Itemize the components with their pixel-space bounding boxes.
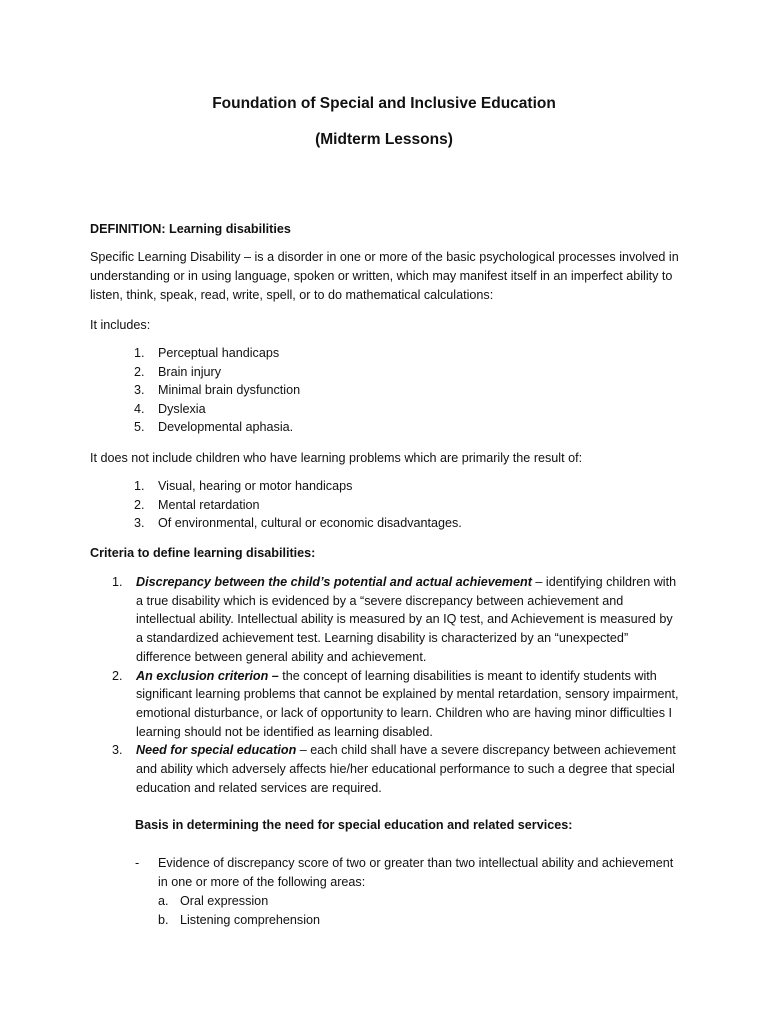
- dash-marker: -: [135, 856, 140, 870]
- basis-bullet: [135, 854, 685, 891]
- includes-label: It includes:: [90, 318, 151, 332]
- list-item: 2. Mental retardation: [134, 497, 260, 512]
- excludes-label: It does not include children who have learning problems which are primarily the result of:: [90, 451, 583, 465]
- criteria-description: the concept of learning disabilities is meant to identify students with significant learning problems that cannot be explained by mental retardation, sensory impairment, emotional disturbance, or lack of opportunity to learn. Children who are having minor difficulties I learning should not be identified as learning disabled.: [136, 668, 679, 739]
- criteria-item: 2. An exclusion criterion – the concept of learning disabilities is meant to identify students with significant learning problems that cannot be explained by mental retardation, sensory impairment, emotional disturbance, or lack of opportunity to learn. Children who are having minor difficulties I learning should not be identified as learning disabled.: [112, 668, 679, 739]
- list-item: 1. Perceptual handicaps: [134, 346, 280, 360]
- list-item: 4. Dyslexia: [134, 401, 206, 416]
- basis-heading: Basis in determining the need for special education and related services:: [135, 818, 573, 832]
- list-item: 2. Brain injury: [134, 364, 221, 379]
- document-title: Foundation of Special and Inclusive Education: [212, 95, 556, 112]
- list-item: 3. Of environmental, cultural or economic disadvantages.: [134, 516, 462, 530]
- definition-heading: DEFINITION: Learning disabilities: [90, 222, 291, 236]
- areas-list: [158, 892, 320, 929]
- criteria-item: 1. Discrepancy between the child’s potential and actual achievement – identifying children with a true disability which is evidenced by a “severe discrepancy between achievement and intellectual ability. Intellectual ability is measured by an IQ test, and Achievement is measured by a standardized achievement test. Learning disability is characterized by an “unexpected” difference between general ability and achievement.: [112, 575, 677, 664]
- list-item: 1. Visual, hearing or motor handicaps: [134, 479, 353, 493]
- basis-bullet-text: Evidence of discrepancy score of two or greater than two intellectual ability and achievement in one or more of the following areas:: [158, 856, 674, 889]
- criteria-description: – each child shall have a severe discrepancy between achievement and ability which adversely affects hie/her educational performance to such a degree that special education and related services are required.: [136, 743, 676, 795]
- criteria-term: Need for special education: [136, 743, 297, 758]
- criteria-description: – identifying children with a true disability which is evidenced by a “severe discrepancy between achievement and intellectual ability. Intellectual ability is measured by an IQ test, and Achievement is measured by a standardized achievement test. Learning disability is characterized by an “unexpected” difference between general ability and achievement.: [136, 575, 677, 664]
- criteria-heading: Criteria to define learning disabilities:: [90, 546, 316, 560]
- excludes-list: [134, 477, 694, 533]
- includes-list: [134, 344, 694, 437]
- definition-paragraph: Specific Learning Disability – is a disorder in one or more of the basic psychological processes involved in understanding or in using language, spoken or written, which may manifest itself in an imperfect ability to listen, think, speak, read, write, spell, or to do mathematical calculations:: [90, 250, 679, 302]
- criteria-term: Discrepancy between the child’s potential and actual achievement: [136, 575, 532, 589]
- criteria-term: An exclusion criterion –: [136, 668, 279, 683]
- criteria-list: [112, 573, 682, 797]
- list-item: 3. Minimal brain dysfunction: [134, 383, 301, 397]
- criteria-item: 3. Need for special education – each child shall have a severe discrepancy between achievement and ability which adversely affects hie/her educational performance to such a degree that special education and related services are required.: [112, 743, 676, 795]
- document-subtitle: (Midterm Lessons): [315, 131, 453, 148]
- list-item: a. Oral expression: [158, 894, 269, 908]
- list-item: b. Listening comprehension: [158, 912, 321, 927]
- list-item: 5. Developmental aphasia.: [134, 420, 294, 434]
